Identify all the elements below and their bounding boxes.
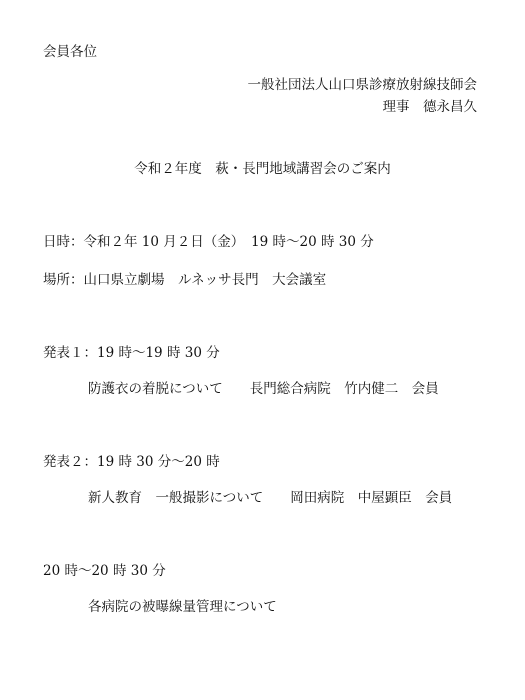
event-venue: 場所：山口県立劇場 ルネッサ長門 大会議室 bbox=[43, 272, 327, 288]
presentation-2-time: 発表２：19 時 30 分～20 時 bbox=[43, 454, 220, 470]
sender-organization: 一般社団法人山口県診療放射線技師会 bbox=[247, 77, 477, 93]
sender-name: 理事 德永昌久 bbox=[382, 99, 477, 115]
document-title: 令和２年度 萩・長門地域講習会のご案内 bbox=[134, 161, 391, 177]
event-datetime: 日時：令和２年 10 月２日（金） 19 時～20 時 30 分 bbox=[43, 234, 374, 250]
addressee: 会員各位 bbox=[43, 44, 97, 60]
presentation-2-detail: 新人教育 一般撮影について 岡田病院 中屋顕臣 会員 bbox=[88, 490, 453, 506]
presentation-1-time: 発表１：19 時～19 時 30 分 bbox=[43, 345, 220, 361]
presentation-1-detail: 防護衣の着脱について 長門総合病院 竹内健二 会員 bbox=[88, 381, 439, 397]
session-3-time: 20 時～20 時 30 分 bbox=[43, 563, 166, 579]
session-3-detail: 各病院の被曝線量管理について bbox=[88, 599, 277, 615]
